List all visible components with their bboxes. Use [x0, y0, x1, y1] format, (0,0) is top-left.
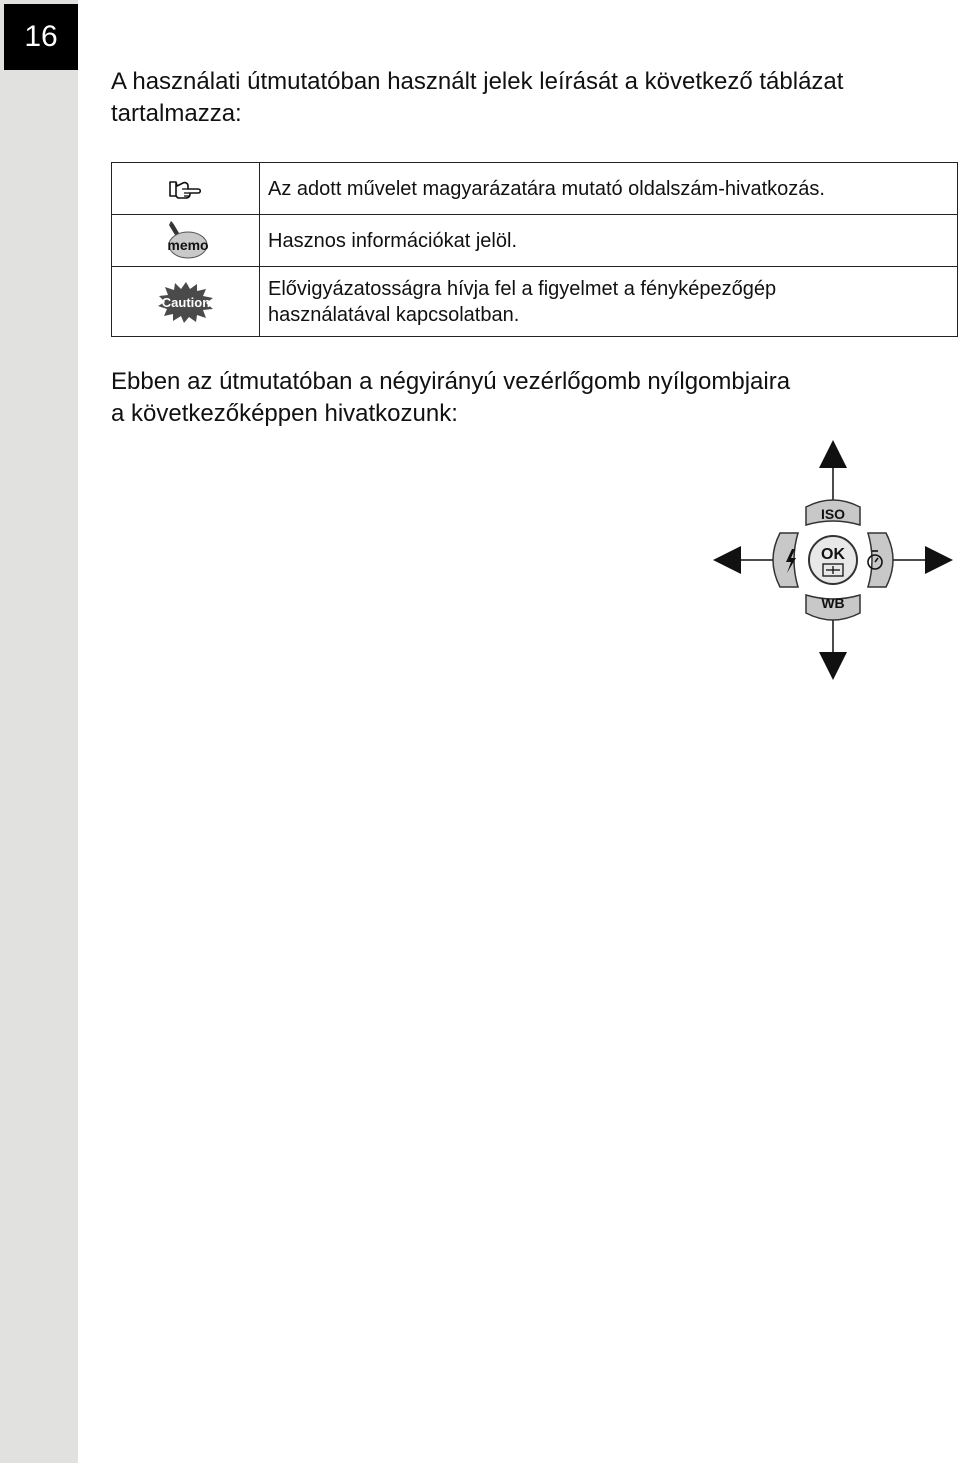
icon-cell — [112, 163, 260, 215]
row-description-line-2: használatával kapcsolatban. — [268, 303, 520, 326]
iso-label: ISO — [820, 506, 846, 522]
icon-cell — [112, 215, 260, 267]
direction-text — [111, 366, 931, 430]
row-description — [260, 267, 958, 337]
memo-icon-text: memo — [166, 236, 209, 253]
up-arrow-icon — [819, 440, 847, 468]
right-button — [868, 533, 893, 587]
wb-label: WB — [821, 595, 845, 611]
row-description: Hasznos információkat jelöl. — [260, 215, 958, 267]
intro-line-2: tartalmazza: — [111, 100, 242, 127]
pointing-hand-icon — [168, 178, 204, 200]
caution-icon-text: Caution — [161, 294, 210, 310]
table-row — [112, 215, 958, 267]
direction-line-1: Ebben az útmutatóban a négyirányú vezérlőgomb nyílgombjaira — [111, 368, 791, 395]
table-row — [112, 267, 958, 337]
page-number: 16 — [4, 4, 78, 70]
intro-text — [111, 66, 931, 130]
row-description: Az adott művelet magyarázatára mutató oldalszám-hivatkozás. — [260, 163, 958, 215]
ok-label: OK — [821, 546, 845, 563]
row-description-line-1: Elővigyázatosságra hívja fel a figyelmet a fényképezőgép — [268, 277, 777, 300]
icon-cell — [112, 267, 260, 337]
caution-icon — [157, 281, 215, 323]
down-arrow-icon — [819, 652, 847, 680]
memo-icon — [161, 221, 211, 261]
symbols-table — [111, 162, 958, 337]
left-arrow-icon — [713, 546, 741, 574]
four-way-controller-diagram — [710, 437, 956, 683]
table-row — [112, 163, 958, 215]
intro-line-1: A használati útmutatóban használt jelek leírását a következő táblázat — [111, 68, 844, 95]
right-arrow-icon — [925, 546, 953, 574]
side-strip — [0, 0, 78, 1463]
direction-line-2: a következőképpen hivatkozunk: — [111, 400, 458, 427]
